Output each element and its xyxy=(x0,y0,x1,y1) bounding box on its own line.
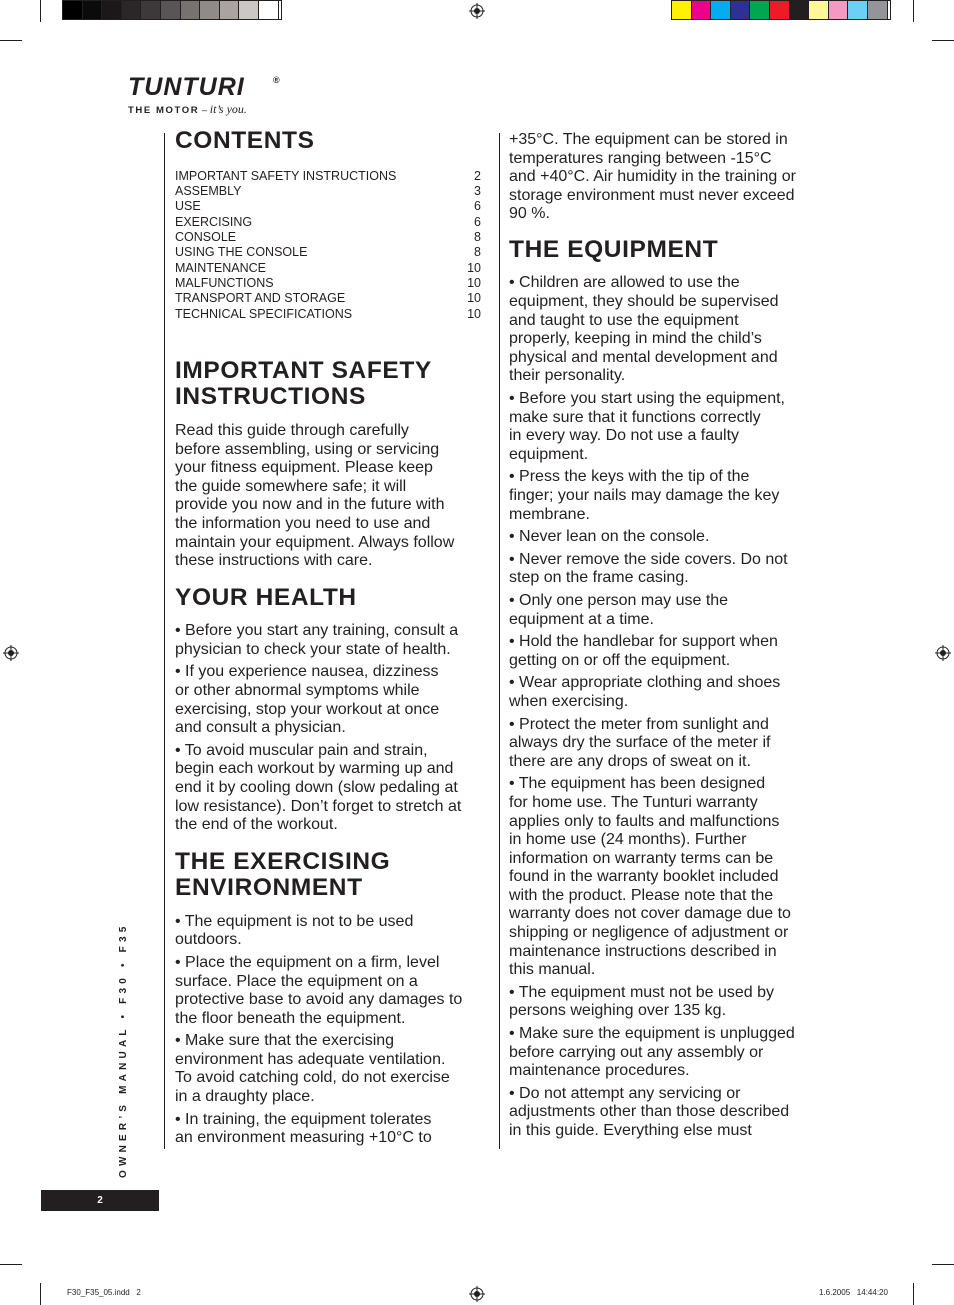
text-line: these instructions with care. xyxy=(175,552,373,570)
color-swatch xyxy=(161,1,181,19)
contents-item-page: 10 xyxy=(467,291,481,306)
text-line: properly, keeping in mind the child’s xyxy=(509,330,762,348)
text-line: low resistance). Don’t forget to stretch at xyxy=(175,797,462,815)
text-line: • Place the equipment on a firm, level xyxy=(175,953,440,971)
bullet-paragraph xyxy=(509,1025,824,1081)
contents-item xyxy=(175,215,481,230)
contents-item-label: TRANSPORT AND STORAGE xyxy=(175,291,346,306)
tagline-prefix: THE MOTOR xyxy=(128,105,200,116)
text-line: your fitness equipment. Please keep xyxy=(175,459,433,477)
text-line: found in the warranty booklet included xyxy=(509,868,779,886)
text-line: information on warranty terms can be xyxy=(509,849,774,867)
safety-heading xyxy=(175,358,481,411)
bullet-paragraph xyxy=(509,1085,824,1141)
text-line: exercising, stop your workout at once xyxy=(175,700,440,718)
text-line: applies only to faults and malfunctions xyxy=(509,812,780,830)
text-line: provide you now and in the future with xyxy=(175,496,445,514)
text-line: an environment measuring +10°C to xyxy=(175,1129,432,1147)
text-line: • Press the keys with the tip of the xyxy=(509,468,750,486)
color-swatch xyxy=(809,1,829,19)
text-line: in home use (24 months). Further xyxy=(509,831,747,849)
text-line: before assembling, using or servicing xyxy=(175,440,440,458)
color-swatch xyxy=(102,1,122,19)
text-line: and consult a physician. xyxy=(175,719,346,737)
left-column-rule xyxy=(164,133,165,1149)
text-line: • Make sure the equipment is unplugged xyxy=(509,1025,795,1043)
text-line: maintenance instructions described in xyxy=(509,942,777,960)
contents-item-page: 2 xyxy=(474,168,481,183)
text-line: finger; your nails may damage the key xyxy=(509,487,780,504)
color-swatch xyxy=(83,1,103,19)
text-line: step on the frame casing. xyxy=(509,569,689,587)
logo-tagline xyxy=(128,103,247,117)
process-color-bar xyxy=(671,0,891,20)
text-line: • Protect the meter from sunlight and xyxy=(509,715,769,733)
contents-item-page: 10 xyxy=(467,275,481,290)
text-line: maintenance procedures. xyxy=(509,1062,690,1080)
safety-heading-line2: INSTRUCTIONS xyxy=(175,383,366,411)
text-line: getting on or off the equipment. xyxy=(509,651,731,669)
color-swatch xyxy=(711,1,731,19)
text-line: • Before you start using the equipment, xyxy=(509,390,785,408)
text-line: persons weighing over 135 kg. xyxy=(509,1002,727,1020)
bullet-paragraph xyxy=(509,468,824,524)
color-swatch xyxy=(200,1,220,19)
text-line: make sure that it functions correctly xyxy=(509,408,761,426)
text-line: physician to check your state of health. xyxy=(175,640,451,658)
text-line: physical and mental development and xyxy=(509,348,778,366)
text-line: • The equipment is not to be used xyxy=(175,912,414,930)
contents-item xyxy=(175,230,481,245)
color-swatch xyxy=(239,1,259,19)
bullet-paragraph xyxy=(509,716,824,772)
text-line: • Only one person may use the xyxy=(509,591,729,609)
text-line: the floor beneath the equipment. xyxy=(175,1009,406,1027)
bullet-paragraph xyxy=(175,742,481,835)
contents-item-label: USING THE CONSOLE xyxy=(175,245,308,260)
bullet-paragraph xyxy=(175,954,481,1028)
text-line: when exercising. xyxy=(509,692,629,710)
environment-heading xyxy=(175,849,481,902)
text-line: equipment, they should be supervised xyxy=(509,293,779,311)
text-line: with the product. Please note that the xyxy=(509,886,774,904)
safety-intro xyxy=(175,422,481,571)
left-column xyxy=(175,128,481,1148)
contents-item xyxy=(175,291,481,306)
contents-item-page: 6 xyxy=(474,199,481,214)
text-line: this manual. xyxy=(509,961,596,979)
text-line: membrane. xyxy=(509,505,590,523)
contents-item-page: 6 xyxy=(474,214,481,229)
contents-item-page: 10 xyxy=(467,260,481,275)
color-swatch xyxy=(848,1,868,19)
contents-item xyxy=(175,199,481,214)
text-line: • If you experience nausea, dizziness xyxy=(175,663,439,681)
text-line: • Wear appropriate clothing and shoes xyxy=(509,674,781,692)
text-line: begin each workout by warming up and xyxy=(175,760,454,778)
crop-mark xyxy=(913,0,914,22)
text-line: protective base to avoid any damages to xyxy=(175,991,463,1009)
text-line: in every way. Do not use a faulty xyxy=(509,427,740,445)
text-line: • Never remove the side covers. Do not xyxy=(509,550,788,568)
contents-item xyxy=(175,184,481,199)
text-line: environment has adequate ventilation. xyxy=(175,1050,446,1068)
environment-heading-line2: ENVIRONMENT xyxy=(175,874,363,902)
contents-item-label: ASSEMBLY xyxy=(175,183,242,198)
text-line: Read this guide through carefully xyxy=(175,421,409,439)
crop-mark xyxy=(0,1264,22,1265)
color-swatch xyxy=(750,1,770,19)
bullet-paragraph xyxy=(509,633,824,670)
bullet-paragraph xyxy=(509,528,824,547)
contents-item-label: MALFUNCTIONS xyxy=(175,275,274,290)
text-line: temperatures ranging between -15°C xyxy=(509,149,772,167)
contents-item-page: 10 xyxy=(467,306,481,321)
crop-mark xyxy=(0,40,22,41)
text-line: their personality. xyxy=(509,367,626,385)
text-line: To avoid catching cold, do not exercise xyxy=(175,1069,450,1087)
text-line: surface. Place the equipment on a xyxy=(175,972,418,990)
text-line: end it by cooling down (slow pedaling at xyxy=(175,778,458,796)
tunturi-logo xyxy=(128,73,280,117)
text-line: • The equipment must not be used by xyxy=(509,983,775,1001)
registered-mark: ® xyxy=(273,75,280,85)
text-line: • In training, the equipment tolerates xyxy=(175,1110,432,1128)
equipment-bullets xyxy=(509,274,824,1140)
text-line: • Make sure that the exercising xyxy=(175,1032,395,1050)
text-line: or other abnormal symptoms while xyxy=(175,681,420,699)
crop-mark xyxy=(40,1283,41,1305)
owners-manual-side-label: OWNER’S MANUAL • F30 • F35 xyxy=(118,922,129,1178)
bullet-paragraph xyxy=(509,674,824,711)
environment-bullets xyxy=(175,913,481,1148)
contents-item-label: USE xyxy=(175,199,201,214)
crop-mark xyxy=(40,0,41,22)
contents-item xyxy=(175,307,481,322)
text-line: storage environment must never exceed xyxy=(509,186,795,204)
text-line: equipment. xyxy=(509,445,589,463)
text-line: there are any drops of sweat on it. xyxy=(509,752,751,770)
equipment-heading: THE EQUIPMENT xyxy=(509,235,719,263)
bullet-paragraph xyxy=(175,1111,481,1148)
text-line: the guide somewhere safe; it will xyxy=(175,477,407,495)
color-swatch xyxy=(692,1,712,19)
health-bullets xyxy=(175,622,481,835)
color-swatch xyxy=(259,1,279,19)
text-line: 90 %. xyxy=(509,205,550,223)
slug-timestamp: 1.6.2005 14:44:20 xyxy=(819,1288,888,1297)
contents-item-label: TECHNICAL SPECIFICATIONS xyxy=(175,306,353,321)
text-line: always dry the surface of the meter if xyxy=(509,734,771,752)
right-column xyxy=(509,131,824,1141)
color-swatch xyxy=(868,1,888,19)
contents-item-label: EXERCISING xyxy=(175,214,253,229)
text-line: • Hold the handlebar for support when xyxy=(509,633,778,651)
bullet-paragraph xyxy=(509,390,824,464)
bullet-paragraph xyxy=(175,663,481,737)
tagline-dash: – xyxy=(199,105,210,116)
bullet-paragraph xyxy=(509,984,824,1021)
bullet-paragraph xyxy=(509,551,824,588)
tagline-italic: it’s you. xyxy=(209,102,247,116)
contents-item xyxy=(175,245,481,260)
registration-mark-icon xyxy=(3,645,19,661)
color-swatch xyxy=(220,1,240,19)
color-swatch xyxy=(181,1,201,19)
center-column-rule xyxy=(499,133,500,1149)
color-swatch xyxy=(63,1,83,19)
contents-item-page: 8 xyxy=(474,229,481,244)
contents-list xyxy=(175,169,481,322)
text-line: shipping or negligence of adjustment or xyxy=(509,924,789,942)
contents-item-label: CONSOLE xyxy=(175,229,237,244)
safety-heading-line1: IMPORTANT SAFETY xyxy=(175,356,432,384)
crop-mark xyxy=(932,1264,954,1265)
page-number: 2 xyxy=(41,1190,159,1211)
color-swatch xyxy=(141,1,161,19)
text-line: and taught to use the equipment xyxy=(509,311,739,329)
text-line: • Before you start any training, consult a xyxy=(175,622,459,640)
text-line: and +40°C. Air humidity in the training or xyxy=(509,168,796,186)
text-line: adjustments other than those described xyxy=(509,1103,790,1121)
color-swatch xyxy=(790,1,810,19)
color-swatch xyxy=(122,1,142,19)
contents-item xyxy=(175,276,481,291)
text-line: +35°C. The equipment can be stored in xyxy=(509,131,788,148)
text-line: in this guide. Everything else must xyxy=(509,1122,752,1139)
text-line: the information you need to use and xyxy=(175,514,431,532)
text-line: • Never lean on the console. xyxy=(509,528,710,546)
contents-item xyxy=(175,261,481,276)
text-line: • To avoid muscular pain and strain, xyxy=(175,741,428,759)
color-swatch xyxy=(672,1,692,19)
health-heading: YOUR HEALTH xyxy=(175,583,357,611)
registration-mark-icon xyxy=(469,3,485,19)
logo-wordmark: TUNTURI xyxy=(128,73,245,101)
registration-mark-icon xyxy=(935,645,951,661)
text-line: • The equipment has been designed xyxy=(509,775,766,793)
contents-item-label: IMPORTANT SAFETY INSTRUCTIONS xyxy=(175,168,397,183)
color-swatch xyxy=(770,1,790,19)
contents-item xyxy=(175,169,481,184)
text-line: • Do not attempt any servicing or xyxy=(509,1084,741,1102)
text-line: outdoors. xyxy=(175,931,242,949)
bullet-paragraph xyxy=(509,274,824,386)
text-line: before carrying out any assembly or xyxy=(509,1043,764,1061)
crop-mark xyxy=(913,1283,914,1305)
environment-continued xyxy=(509,131,824,224)
contents-item-page: 3 xyxy=(474,183,481,198)
bullet-paragraph xyxy=(509,775,824,980)
text-line: warranty does not cover damage due to xyxy=(509,905,791,923)
contents-item-label: MAINTENANCE xyxy=(175,260,266,275)
environment-heading-line1: THE EXERCISING xyxy=(175,847,391,875)
registration-mark-icon xyxy=(469,1286,485,1302)
color-swatch xyxy=(731,1,751,19)
bullet-paragraph xyxy=(509,592,824,629)
bullet-paragraph xyxy=(175,622,481,659)
contents-item-page: 8 xyxy=(474,245,481,260)
color-swatch xyxy=(829,1,849,19)
text-line: for home use. The Tunturi warranty xyxy=(509,793,758,811)
text-line: the end of the workout. xyxy=(175,816,338,834)
text-line: equipment at a time. xyxy=(509,610,654,628)
text-line: maintain your equipment. Always follow xyxy=(175,533,455,551)
slug-filename: F30_F35_05.indd 2 xyxy=(67,1288,141,1297)
bullet-paragraph xyxy=(175,1032,481,1106)
contents-heading: CONTENTS xyxy=(175,127,315,154)
text-line: • Children are allowed to use the xyxy=(509,274,740,292)
bullet-paragraph xyxy=(175,913,481,950)
grayscale-color-bar xyxy=(62,0,282,20)
crop-mark xyxy=(932,40,954,41)
text-line: in a draughty place. xyxy=(175,1088,315,1106)
